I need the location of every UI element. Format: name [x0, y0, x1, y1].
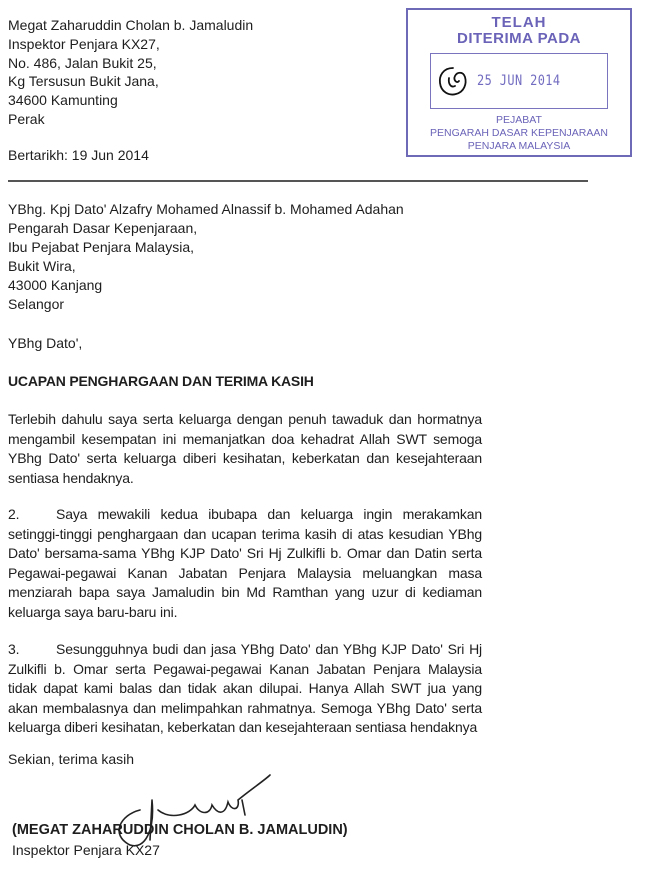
sender-address-line: Kg Tersusun Bukit Jana, [8, 73, 159, 90]
paragraph-1 [8, 410, 482, 488]
stamp-received-date: 25 JUN 2014 [477, 73, 561, 89]
divider-rule [8, 180, 588, 182]
recipient-line: Pengarah Dasar Kepenjaraan, [8, 220, 198, 236]
stamp-date-box [430, 53, 608, 109]
sender-address [8, 16, 253, 129]
paragraph-number: 3. [8, 641, 20, 657]
sender-address-line: Inspektor Penjara KX27, [8, 35, 160, 52]
stamp-office-line: PENGARAH DASAR KEPENJARAAN [430, 127, 608, 139]
stamp-office-line: PEJABAT [496, 114, 542, 126]
sender-address-line: Perak [8, 110, 45, 127]
stamp-line1: TELAH [491, 14, 547, 31]
signature-icon [100, 770, 280, 850]
subject-heading: UCAPAN PENGHARGAAN DAN TERIMA KASIH [8, 373, 314, 389]
signatory-title: Inspektor Penjara KX27 [12, 842, 160, 858]
letter-date: Bertarikh: 19 Jun 2014 [8, 147, 149, 163]
paragraph-3 [8, 640, 482, 738]
recipient-address [8, 200, 404, 314]
recipient-line: 43000 Kanjang [8, 277, 103, 293]
paragraph-text: Sesungguhnya budi dan jasa YBhg Dato' dan YBhg KJP Dato' Sri Hj Zulkifli b. Omar serta Pegawai-pegawai Kanan Jabatan Penjara Malaysia tidak dapat kami balas dan tidak akan dilupai. Hanya Allah SWT jua yang akan membalasnya dan melimpahkan rahmatnya. Semoga YBhg Dato' serta keluarga diberi kesihatan, keberkatan dan kesejahteraan sentiasa hendaknya [8, 641, 482, 735]
salutation: YBhg Dato', [8, 335, 83, 351]
recipient-line: Bukit Wira, [8, 258, 76, 274]
initials-icon [437, 64, 469, 98]
recipient-line: YBhg. Kpj Dato' Alzafry Mohamed Alnassif b. Mohamed Adahan [8, 201, 404, 217]
paragraph-text: Terlebih dahulu saya serta keluarga dengan penuh tawaduk dan hormatnya mengambil kesempatan ini memanjatkan doa kehadrat Allah SWT semoga YBhg Dato' serta keluarga diberi kesihatan, keberkatan dan kesejahteraan sentiasa hendaknya. [8, 411, 482, 486]
paragraph-text: Saya mewakili kedua ibubapa dan keluarga ingin merakamkan setinggi-tinggi penghargaan dan ucapan terima kasih di atas kesudian YBhg Dato' bersama-sama YBhg KJP Dato' Sri Hj Zulkifli b. Omar dan Datin serta Pegawai-pegawai Kanan Jabatan Penjara Malaysia meluangkan masa menziarah bapa saya Jamaludin bin Md Ramthan yang uzur di kediaman keluarga saya baru-baru ini. [8, 506, 482, 620]
sender-name: Megat Zaharuddin Cholan b. Jamaludin [8, 17, 254, 33]
received-stamp [406, 8, 632, 157]
stamp-office-line: PENJARA MALAYSIA [467, 140, 571, 152]
sender-address-line: No. 486, Jalan Bukit 25, [8, 54, 157, 71]
recipient-line: Ibu Pejabat Penjara Malaysia, [8, 239, 194, 255]
paragraph-2 [8, 505, 482, 622]
paragraph-number: 2. [8, 506, 20, 522]
stamp-line2: DITERIMA PADA [457, 30, 581, 47]
sender-address-line: 34600 Kamunting [8, 92, 118, 109]
signatory-name: (MEGAT ZAHARUDDIN CHOLAN B. JAMALUDIN) [12, 822, 348, 838]
closing: Sekian, terima kasih [8, 751, 135, 767]
recipient-line: Selangor [8, 296, 65, 312]
